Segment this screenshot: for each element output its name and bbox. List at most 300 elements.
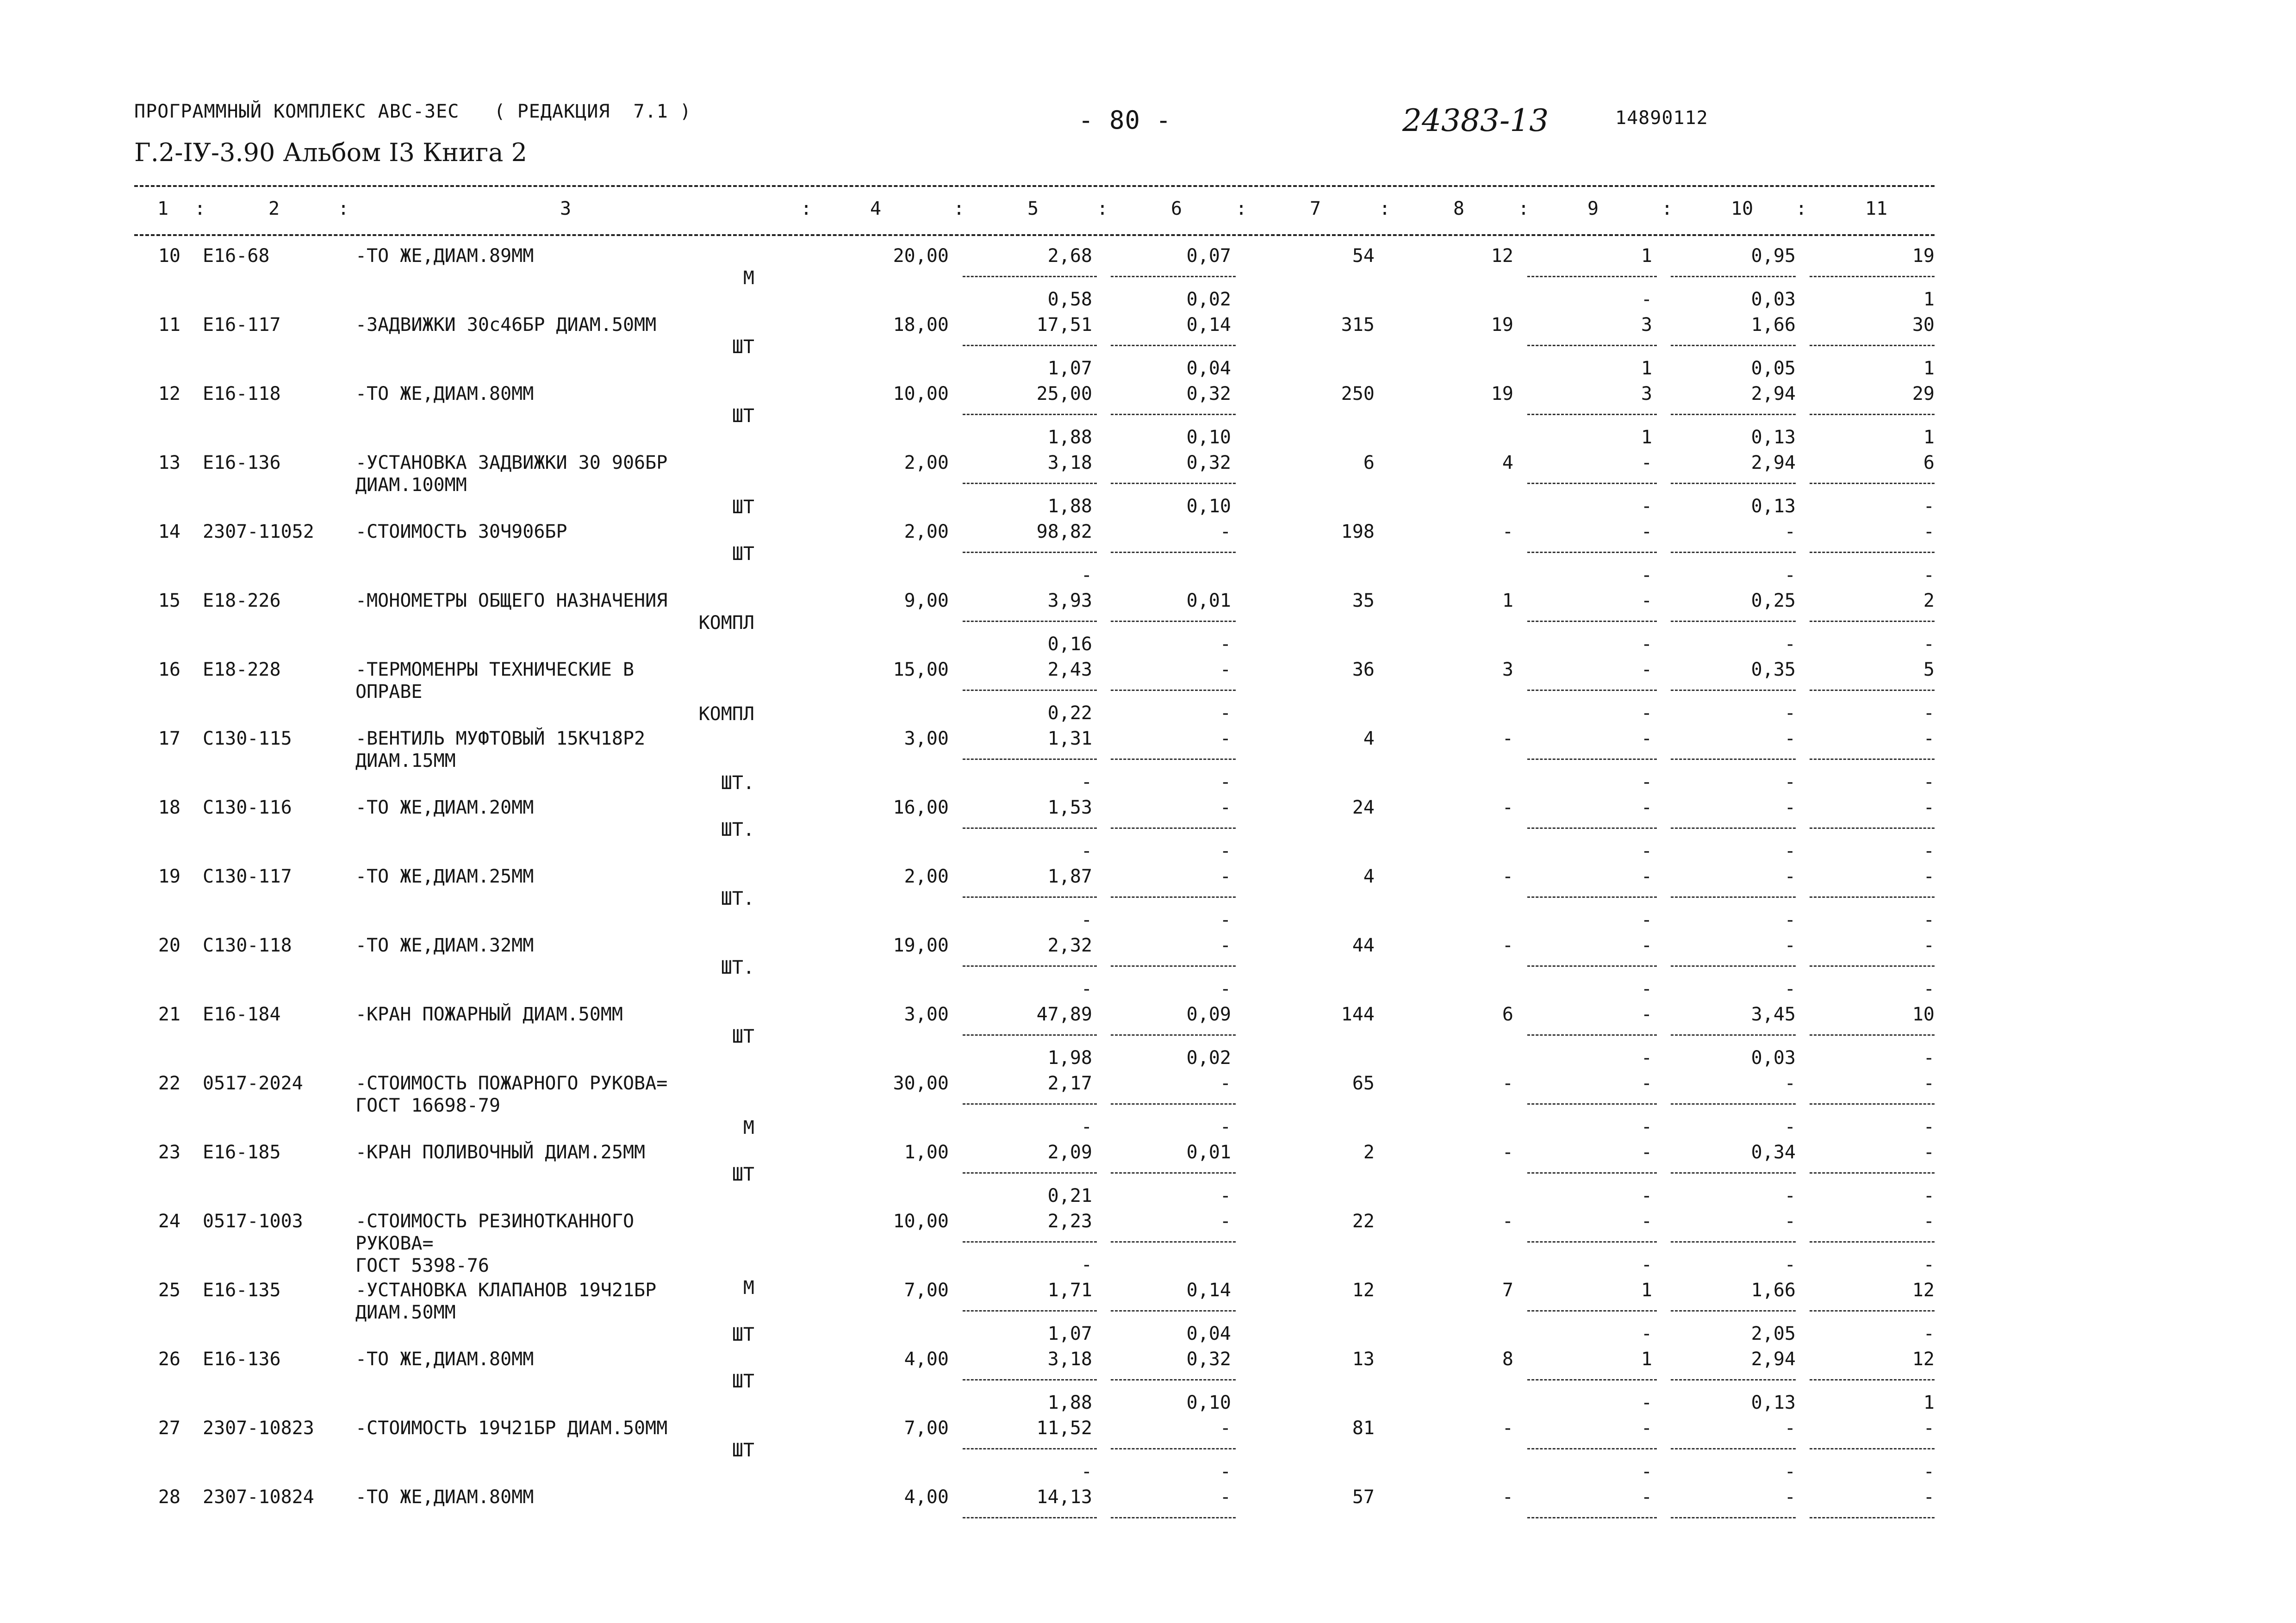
cell-underline [1527, 896, 1657, 898]
value-col7: 144 [1341, 1004, 1375, 1025]
value-c11: - [1923, 1211, 1935, 1232]
value-c5: 3,93 [1047, 590, 1092, 611]
value-col7: 250 [1341, 383, 1375, 404]
value-c11-sub: 1 [1923, 1392, 1935, 1413]
value-c11: - [1923, 1142, 1935, 1163]
value-c9: - [1641, 521, 1652, 542]
column-separator: : [1518, 198, 1530, 219]
cell-underline [963, 1379, 1097, 1380]
cell-underline [1527, 827, 1657, 829]
quantity: 4,00 [904, 1486, 949, 1508]
unit: ШТ. [721, 957, 754, 978]
unit: М [743, 267, 754, 289]
cell-underline [963, 552, 1097, 553]
value-c11-sub: - [1923, 634, 1935, 655]
resource-code: Е16-184 [203, 1004, 281, 1025]
value-col8: - [1502, 1418, 1513, 1439]
value-col7: 36 [1352, 659, 1375, 680]
value-c11: 2 [1923, 590, 1935, 611]
cell-underline [1527, 414, 1657, 415]
value-c9: 3 [1641, 314, 1652, 336]
cell-underline [1671, 414, 1796, 415]
cell-underline [1810, 276, 1935, 277]
value-c10-sub: - [1784, 565, 1796, 586]
value-c10-sub: 0,13 [1751, 1392, 1796, 1413]
column-separator: : [953, 198, 965, 219]
row-number: 17 [158, 728, 180, 749]
value-col8: - [1502, 728, 1513, 749]
unit: ШТ [732, 543, 754, 565]
cell-underline [1527, 1172, 1657, 1174]
cell-underline [963, 827, 1097, 829]
value-c9-sub: - [1641, 703, 1652, 724]
resource-code: 0517-2024 [203, 1073, 303, 1094]
value-c5-sub: 1,88 [1047, 427, 1092, 448]
value-c6-sub: 0,04 [1186, 358, 1231, 379]
value-col7: 12 [1352, 1280, 1375, 1301]
quantity: 3,00 [904, 1004, 949, 1025]
value-c5-sub: 0,16 [1047, 634, 1092, 655]
cell-underline [963, 1310, 1097, 1312]
work-name: -СТОИМОСТЬ РЕЗИНОТКАННОГО [355, 1211, 635, 1232]
cell-underline [1527, 1103, 1657, 1105]
column-header-6: 6 [1171, 198, 1182, 219]
column-header-5: 5 [1027, 198, 1039, 219]
value-c6-sub: 0,04 [1186, 1323, 1231, 1344]
value-c9-sub: - [1641, 1323, 1652, 1344]
cell-underline [1527, 621, 1657, 622]
value-c6: 0,32 [1186, 452, 1231, 473]
value-c5: 2,43 [1047, 659, 1092, 680]
value-c6: 0,07 [1186, 245, 1231, 267]
value-col7: 315 [1341, 314, 1375, 336]
cell-underline [1671, 1517, 1796, 1518]
value-c9: 1 [1641, 245, 1652, 267]
value-c6: - [1220, 935, 1231, 956]
cell-underline [1527, 965, 1657, 967]
quantity: 7,00 [904, 1280, 949, 1301]
cell-underline [1527, 345, 1657, 346]
page-number: - 80 - [1078, 106, 1172, 135]
cell-underline [1810, 690, 1935, 691]
value-col7: 44 [1352, 935, 1375, 956]
column-header-1: 1 [157, 198, 169, 219]
value-c5: 1,31 [1047, 728, 1092, 749]
cell-underline [1671, 552, 1796, 553]
cell-underline [1527, 1310, 1657, 1312]
value-c9-sub: - [1641, 840, 1652, 862]
value-c6: - [1220, 1073, 1231, 1094]
quantity: 18,00 [893, 314, 949, 336]
handwritten-number: 24383-13 [1402, 103, 1549, 138]
column-separator: : [1097, 198, 1108, 219]
value-c9-sub: - [1641, 289, 1652, 310]
value-c11-sub: - [1923, 771, 1935, 793]
value-c10-sub: 0,03 [1751, 1047, 1796, 1069]
cell-underline [1527, 1034, 1657, 1036]
resource-code: 2307-11052 [203, 521, 314, 542]
value-c11-sub: 1 [1923, 289, 1935, 310]
value-c9-sub: - [1641, 1254, 1652, 1275]
cell-underline [1810, 1103, 1935, 1105]
cell-underline [1671, 1241, 1796, 1243]
value-c5-sub: 1,07 [1047, 1323, 1092, 1344]
unit: ШТ [732, 336, 754, 358]
value-c5-sub: - [1081, 840, 1092, 862]
value-c5: 3,18 [1047, 1349, 1092, 1370]
row-number: 22 [158, 1073, 180, 1094]
value-col7: 24 [1352, 797, 1375, 818]
unit: ШТ [732, 1026, 754, 1047]
column-separator: : [1379, 198, 1391, 219]
value-col8: - [1502, 797, 1513, 818]
resource-code: Е16-117 [203, 314, 281, 336]
unit: М [743, 1117, 754, 1138]
value-c9-sub: - [1641, 496, 1652, 517]
quantity: 2,00 [904, 521, 949, 542]
cell-underline [1527, 483, 1657, 484]
cell-underline [1810, 414, 1935, 415]
value-c11: 6 [1923, 452, 1935, 473]
unit: КОМПЛ [698, 703, 754, 725]
cell-underline [963, 965, 1097, 967]
work-name: ОПРАВЕ [355, 681, 423, 703]
resource-code: Е16-118 [203, 383, 281, 404]
unit: ШТ [732, 1371, 754, 1392]
value-c10-sub: - [1784, 840, 1796, 862]
cell-underline [963, 414, 1097, 415]
column-header-11: 11 [1865, 198, 1888, 219]
value-c11-sub: - [1923, 703, 1935, 724]
cell-underline [1671, 965, 1796, 967]
unit: КОМПЛ [698, 612, 754, 634]
row-number: 16 [158, 659, 180, 680]
value-c10-sub: 0,13 [1751, 427, 1796, 448]
value-c6: - [1220, 1486, 1231, 1508]
value-col7: 22 [1352, 1211, 1375, 1232]
column-separator: : [801, 198, 812, 219]
value-c5: 1,87 [1047, 866, 1092, 887]
value-c10: 0,34 [1751, 1142, 1796, 1163]
cell-underline [1671, 345, 1796, 346]
cell-underline [1111, 1517, 1236, 1518]
quantity: 15,00 [893, 659, 949, 680]
value-c9: - [1641, 590, 1652, 611]
cell-underline [1810, 1379, 1935, 1380]
work-name: -ТО ЖЕ,ДИАМ.80ММ [355, 1349, 534, 1370]
quantity: 10,00 [893, 1211, 949, 1232]
value-c11-sub: - [1923, 978, 1935, 1000]
cell-underline [1527, 1448, 1657, 1449]
value-c9: 1 [1641, 1349, 1652, 1370]
resource-code: Е16-185 [203, 1142, 281, 1163]
work-name: ДИАМ.50ММ [355, 1302, 456, 1323]
value-c5-sub: 1,88 [1047, 496, 1092, 517]
work-name: -ТО ЖЕ,ДИАМ.80ММ [355, 1486, 534, 1508]
cell-underline [1671, 690, 1796, 691]
value-c10: - [1784, 728, 1796, 749]
cell-underline [1527, 1517, 1657, 1518]
quantity: 4,00 [904, 1349, 949, 1370]
work-name: -ТО ЖЕ,ДИАМ.80ММ [355, 383, 534, 404]
value-c5-sub: 0,21 [1047, 1185, 1092, 1206]
work-name: -ТО ЖЕ,ДИАМ.89ММ [355, 245, 534, 267]
unit: ШТ. [721, 888, 754, 909]
value-c6: 0,14 [1186, 314, 1231, 336]
value-col8: 7 [1502, 1280, 1513, 1301]
value-c9: - [1641, 728, 1652, 749]
value-c6-sub: - [1220, 703, 1231, 724]
cell-underline [963, 345, 1097, 346]
resource-code: Е18-228 [203, 659, 281, 680]
document-code: 14890112 [1615, 107, 1708, 129]
cell-underline [1111, 483, 1236, 484]
cell-underline [1671, 1379, 1796, 1380]
column-header-9: 9 [1587, 198, 1599, 219]
value-c9: - [1641, 452, 1652, 473]
value-c10: - [1784, 521, 1796, 542]
quantity: 2,00 [904, 866, 949, 887]
value-c9: - [1641, 1004, 1652, 1025]
column-separator: : [1796, 198, 1807, 219]
cell-underline [1810, 483, 1935, 484]
cell-underline [1111, 345, 1236, 346]
value-c6-sub: - [1220, 634, 1231, 655]
row-number: 12 [158, 383, 180, 404]
unit: ШТ [732, 405, 754, 427]
work-name: -УСТАНОВКА ЗАДВИЖКИ 30 906БР [355, 452, 668, 473]
work-name: -СТОИМОСТЬ 19Ч21БР ДИАМ.50ММ [355, 1418, 668, 1439]
value-c5: 98,82 [1036, 521, 1092, 542]
value-c11-sub: - [1923, 1047, 1935, 1069]
value-c6: - [1220, 797, 1231, 818]
value-c11: - [1923, 1486, 1935, 1508]
column-header-7: 7 [1310, 198, 1321, 219]
work-name: -ТО ЖЕ,ДИАМ.25ММ [355, 866, 534, 887]
value-c11-sub: - [1923, 496, 1935, 517]
value-col8: 19 [1491, 383, 1513, 404]
value-c6: - [1220, 728, 1231, 749]
value-c11-sub: - [1923, 909, 1935, 931]
row-number: 20 [158, 935, 180, 956]
value-c9: - [1641, 866, 1652, 887]
value-c11-sub: - [1923, 1116, 1935, 1138]
value-c10-sub: - [1784, 634, 1796, 655]
resource-code: 2307-10824 [203, 1486, 314, 1508]
row-number: 15 [158, 590, 180, 611]
value-c6-sub: - [1220, 978, 1231, 1000]
value-col8: - [1502, 1486, 1513, 1508]
unit: ШТ. [721, 819, 754, 840]
value-c9: 3 [1641, 383, 1652, 404]
value-c5-sub: 0,58 [1047, 289, 1092, 310]
value-col8: - [1502, 866, 1513, 887]
value-c10: 0,35 [1751, 659, 1796, 680]
cell-underline [963, 621, 1097, 622]
program-title: ПРОГРАММНЫЙ КОМПЛЕКС АВС-3ЕС ( РЕДАКЦИЯ 7.1 ) [134, 101, 691, 122]
value-col7: 81 [1352, 1418, 1375, 1439]
cell-underline [1527, 276, 1657, 277]
work-name: -ТО ЖЕ,ДИАМ.32ММ [355, 935, 534, 956]
work-name: ДИАМ.100ММ [355, 474, 467, 496]
resource-code: С130-116 [203, 797, 292, 818]
quantity: 2,00 [904, 452, 949, 473]
row-number: 14 [158, 521, 180, 542]
row-number: 25 [158, 1280, 180, 1301]
cell-underline [1111, 1241, 1236, 1243]
value-c5-sub: - [1081, 1461, 1092, 1482]
unit: ШТ [732, 1324, 754, 1345]
cell-underline [963, 1448, 1097, 1449]
value-c5-sub: - [1081, 771, 1092, 793]
value-c11-sub: - [1923, 840, 1935, 862]
work-name: -СТОИМОСТЬ ПОЖАРНОГО РУКОВА= [355, 1073, 668, 1094]
quantity: 20,00 [893, 245, 949, 267]
value-c6-sub: 0,02 [1186, 289, 1231, 310]
value-c5: 2,17 [1047, 1073, 1092, 1094]
value-c11-sub: 1 [1923, 427, 1935, 448]
value-col8: - [1502, 521, 1513, 542]
column-header-10: 10 [1731, 198, 1754, 219]
cell-underline [1671, 1034, 1796, 1036]
cell-underline [1111, 621, 1236, 622]
value-col8: 8 [1502, 1349, 1513, 1370]
value-c5: 2,23 [1047, 1211, 1092, 1232]
value-c10-sub: - [1784, 909, 1796, 931]
value-c5-sub: 1,98 [1047, 1047, 1092, 1069]
value-c6: - [1220, 659, 1231, 680]
cell-underline [1810, 1034, 1935, 1036]
value-c9-sub: - [1641, 909, 1652, 931]
value-col7: 65 [1352, 1073, 1375, 1094]
value-col8: 1 [1502, 590, 1513, 611]
value-c9: - [1641, 797, 1652, 818]
album-title: Г.2-IУ-3.90 Альбом I3 Книга 2 [134, 138, 527, 167]
value-c11: 5 [1923, 659, 1935, 680]
row-number: 18 [158, 797, 180, 818]
value-c9-sub: - [1641, 1116, 1652, 1138]
value-c5: 47,89 [1036, 1004, 1092, 1025]
cell-underline [1810, 552, 1935, 553]
value-c9-sub: - [1641, 1185, 1652, 1206]
value-col7: 198 [1341, 521, 1375, 542]
value-c5-sub: - [1081, 1116, 1092, 1138]
value-col7: 35 [1352, 590, 1375, 611]
value-c6: 0,01 [1186, 590, 1231, 611]
resource-code: С130-118 [203, 935, 292, 956]
cell-underline [1111, 965, 1236, 967]
value-c10: - [1784, 1418, 1796, 1439]
cell-underline [1527, 552, 1657, 553]
value-c9-sub: 1 [1641, 427, 1652, 448]
resource-code: С130-115 [203, 728, 292, 749]
value-c10-sub: - [1784, 978, 1796, 1000]
cell-underline [1671, 1310, 1796, 1312]
value-col8: 12 [1491, 245, 1513, 267]
quantity: 30,00 [893, 1073, 949, 1094]
work-name: -УСТАНОВКА КЛАПАНОВ 19Ч21БР [355, 1280, 657, 1301]
column-header-8: 8 [1453, 198, 1465, 219]
column-header-2: 2 [268, 198, 280, 219]
value-c11-sub: - [1923, 1254, 1935, 1275]
value-c10: 2,94 [1751, 383, 1796, 404]
value-c6: 0,32 [1186, 1349, 1231, 1370]
value-c6: 0,32 [1186, 383, 1231, 404]
top-rule [134, 185, 1935, 187]
value-c5: 14,13 [1036, 1486, 1092, 1508]
value-c5-sub: - [1081, 565, 1092, 586]
value-c10-sub: - [1784, 1116, 1796, 1138]
value-c5: 1,71 [1047, 1280, 1092, 1301]
value-c9: - [1641, 935, 1652, 956]
cell-underline [963, 1172, 1097, 1174]
column-separator: : [1236, 198, 1247, 219]
resource-code: Е18-226 [203, 590, 281, 611]
value-c9-sub: - [1641, 771, 1652, 793]
cell-underline [1671, 1103, 1796, 1105]
value-c5: 2,68 [1047, 245, 1092, 267]
value-c5-sub: - [1081, 909, 1092, 931]
cell-underline [1527, 1241, 1657, 1243]
row-number: 21 [158, 1004, 180, 1025]
row-number: 26 [158, 1349, 180, 1370]
work-name: -ТО ЖЕ,ДИАМ.20ММ [355, 797, 534, 818]
value-c6: - [1220, 866, 1231, 887]
cell-underline [963, 483, 1097, 484]
quantity: 19,00 [893, 935, 949, 956]
cell-underline [1111, 1310, 1236, 1312]
value-c6: - [1220, 521, 1231, 542]
cell-underline [1810, 1241, 1935, 1243]
cell-underline [1671, 896, 1796, 898]
value-c11-sub: - [1923, 565, 1935, 586]
cell-underline [1527, 1379, 1657, 1380]
cell-underline [1111, 1103, 1236, 1105]
cell-underline [963, 1241, 1097, 1243]
value-c11: - [1923, 866, 1935, 887]
cell-underline [1527, 690, 1657, 691]
value-c9-sub: - [1641, 634, 1652, 655]
cell-underline [1810, 827, 1935, 829]
cell-underline [1111, 690, 1236, 691]
quantity: 16,00 [893, 797, 949, 818]
value-c9-sub: - [1641, 565, 1652, 586]
value-col7: 2 [1363, 1142, 1375, 1163]
cell-underline [1810, 1517, 1935, 1518]
value-c9: - [1641, 1486, 1652, 1508]
cell-underline [1810, 345, 1935, 346]
value-c10-sub: - [1784, 703, 1796, 724]
resource-code: 0517-1003 [203, 1211, 303, 1232]
value-c10-sub: - [1784, 1461, 1796, 1482]
work-name: ГОСТ 16698-79 [355, 1095, 501, 1116]
row-number: 28 [158, 1486, 180, 1508]
value-c10-sub: 0,13 [1751, 496, 1796, 517]
value-c9: - [1641, 1211, 1652, 1232]
value-c11-sub: 1 [1923, 358, 1935, 379]
resource-code: Е16-136 [203, 452, 281, 473]
value-c6-sub: - [1220, 771, 1231, 793]
value-c9: 1 [1641, 1280, 1652, 1301]
value-c11-sub: - [1923, 1185, 1935, 1206]
value-c9-sub: 1 [1641, 358, 1652, 379]
cell-underline [1671, 276, 1796, 277]
value-col7: 4 [1363, 728, 1375, 749]
value-c10: - [1784, 1486, 1796, 1508]
value-c10: 2,94 [1751, 452, 1796, 473]
row-number: 11 [158, 314, 180, 336]
value-col7: 57 [1352, 1486, 1375, 1508]
